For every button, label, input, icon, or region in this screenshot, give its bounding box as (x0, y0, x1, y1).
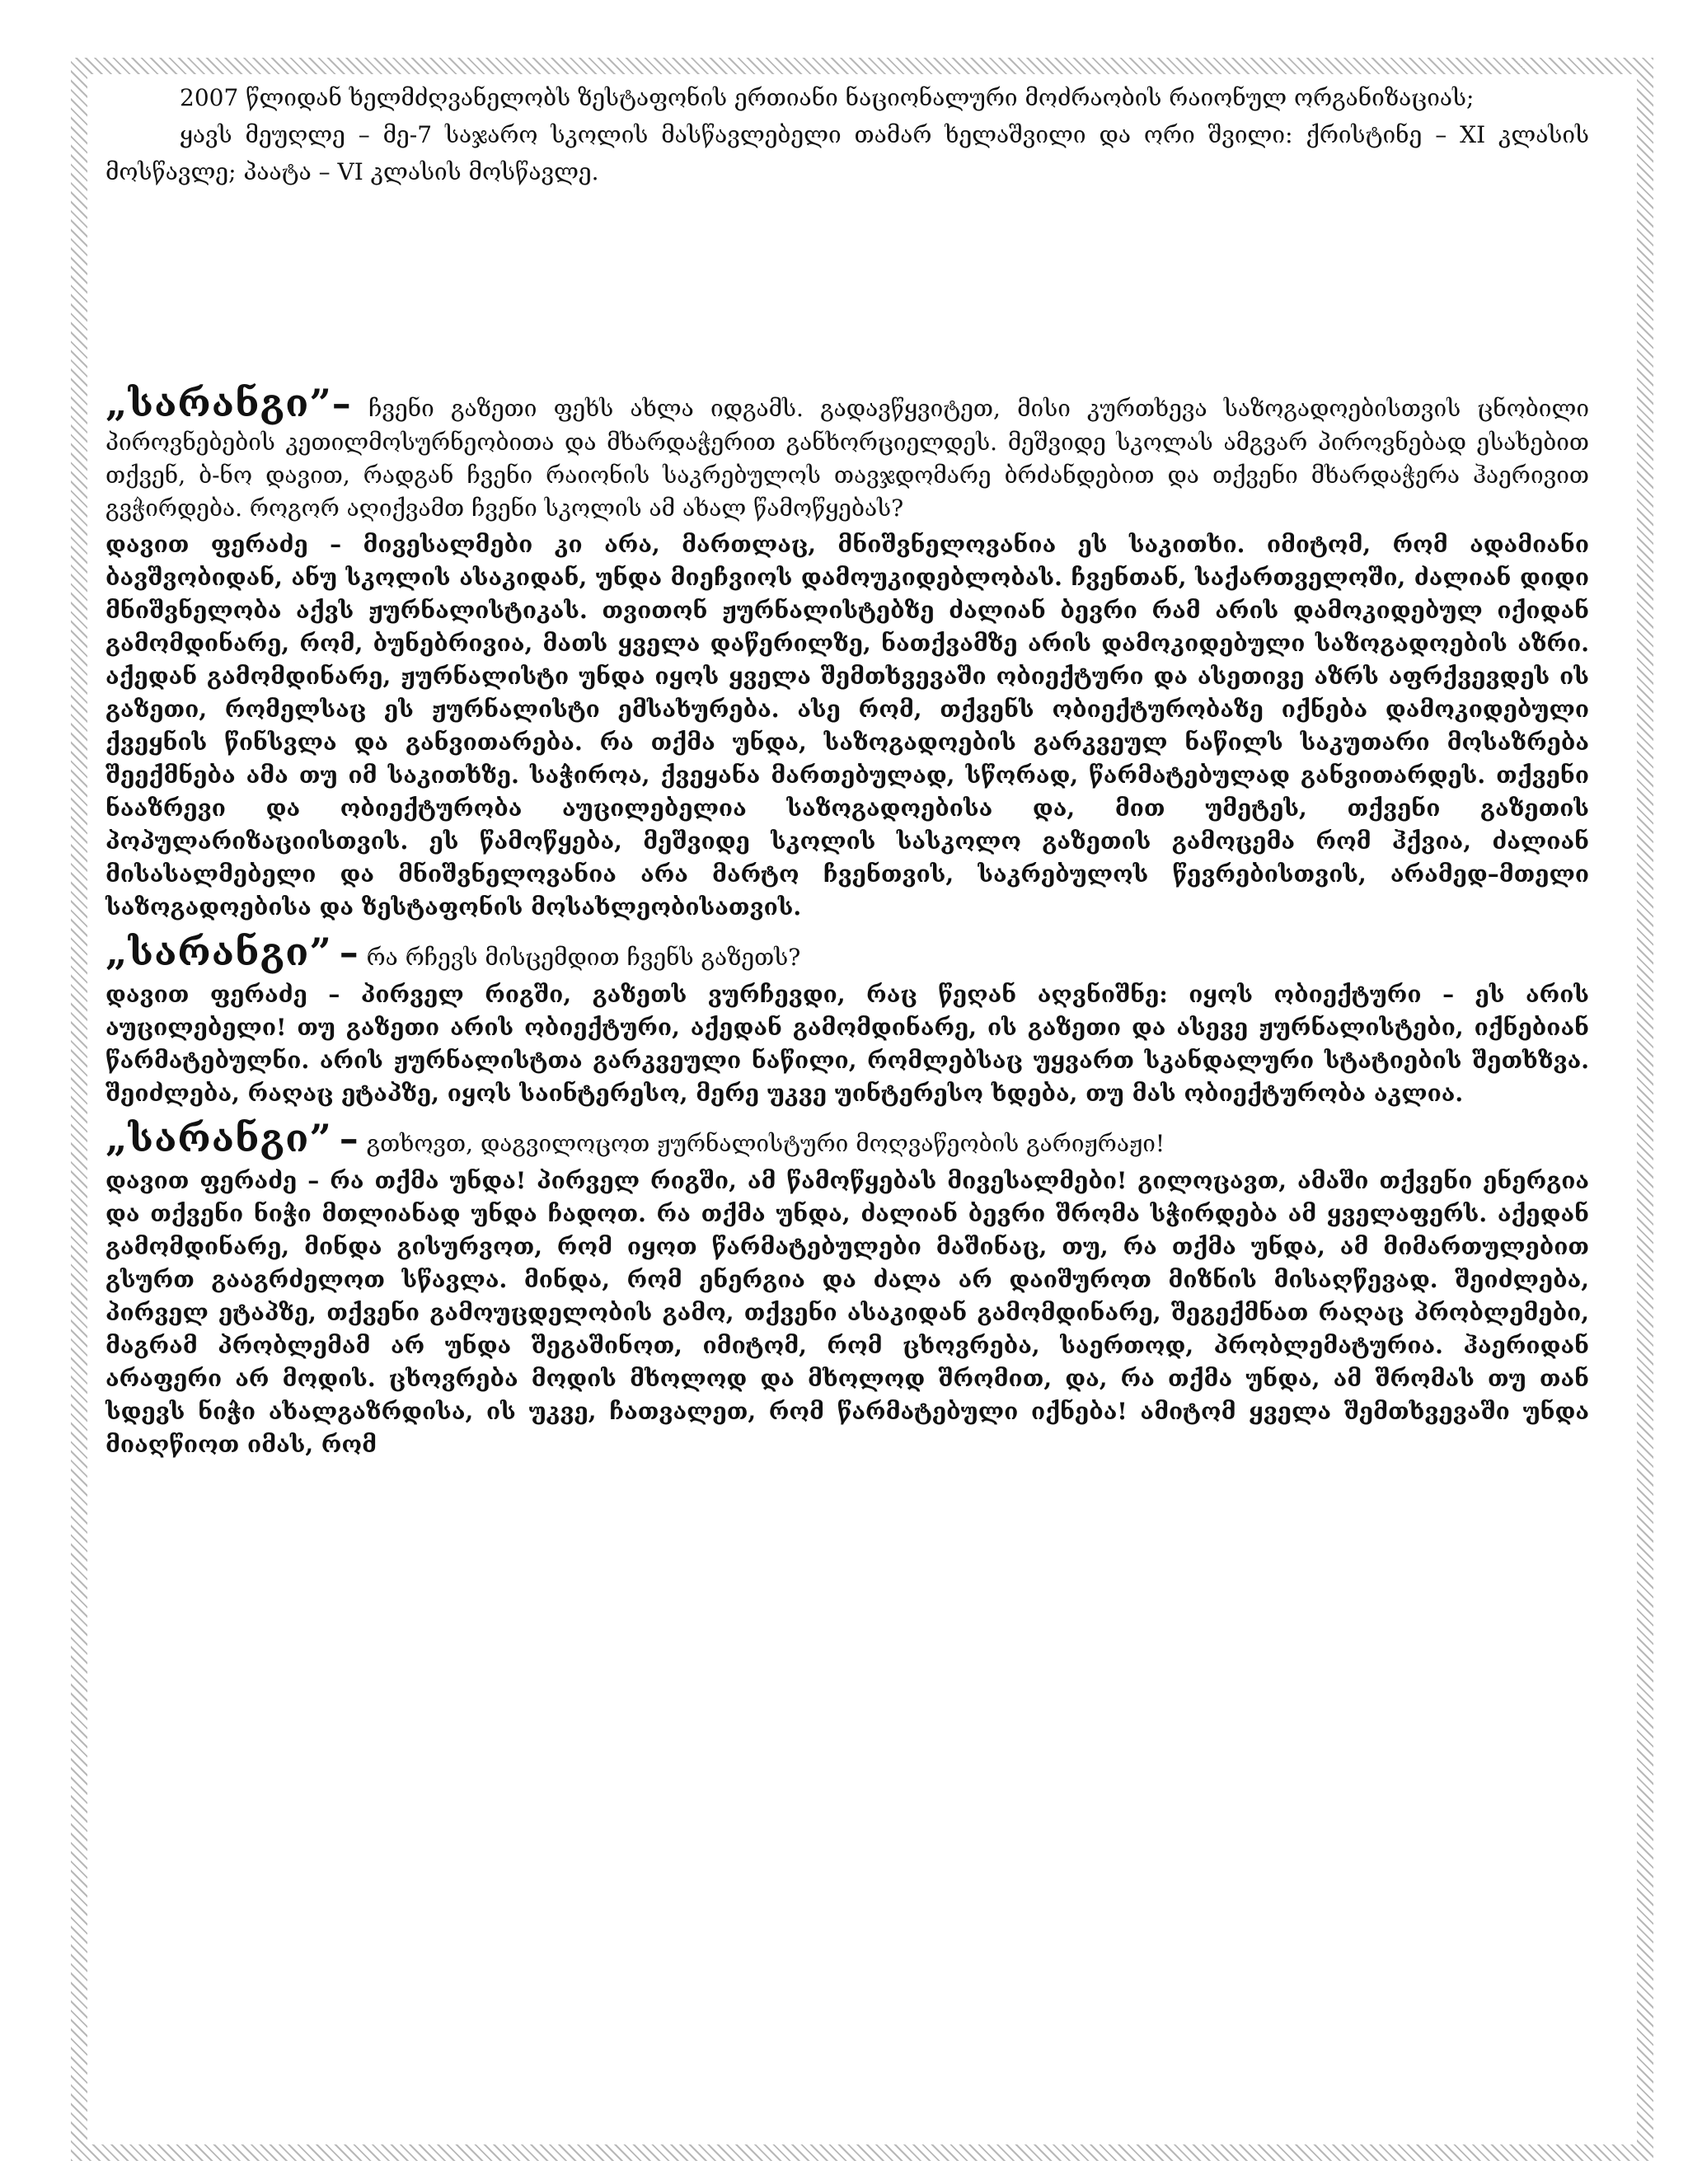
question-1 (106, 380, 1589, 525)
interviewee-label: დავით ფერაძე – (106, 1167, 320, 1194)
answer-2-text: პირველ რიგში, გაზეთს ვურჩევდი, რაც წეღან აღვნიშნე: იყოს ობიექტური – ეს არის აუცილებელი! თუ გაზეთი არის ობიექტური, აქედან გამომდინარე, ის გაზეთი და ასევე ჟურნალისტები, იქნებიან წარმატებულნი. არის ჟურნალისტთა გარკვეული ნაწილი, რომლებსაც უყვართ სკანდალური სტატიების შეთხზვა. შეიძლება, რაღაც ეტაპზე, იყოს საინტერესო, მერე უკვე უინტერესო ხდება, თუ მას ობიექტურობა აკლია. (106, 981, 1589, 1107)
answer-1-text: მივესალმები კი არა, მართლაც, მნიშვნელოვანია ეს საკითხი. იმიტომ, რომ ადამიანი ბავშვობიდან, ანუ სკოლის ასაკიდან, უნდა მიეჩვიოს დამოუკიდებლობას. ჩვენთან, საქართველოში, ძალიან დიდი მნიშვნელობა აქვს ჟურნალისტიკას. თვითონ ჟურნალისტებზე ძალიან ბევრი რამ არის დამოკიდებულ იქიდან გამომდინარე, რომ, ბუნებრივია, მათს ყველა დაწერილზე, ნათქვამზე არის დამოკიდებული საზოგადოების აზრი. აქედან გამომდინარე, ჟურნალისტი უნდა იყოს ყველა შემთხვევაში ობიექტური და ასეთივე აზრს აფრქვევდეს ის გაზეთი, რომელსაც ეს ჟურნალისტი ემსახურება. ასე რომ, თქვენს ობიექტურობაზე იქნება დამოკიდებული ქვეყნის წინსვლა და განვითარება. რა თქმა უნდა, საზოგადოების გარკვეულ ნაწილს საკუთარი მოსაზრება შეექმნება ამა თუ იმ საკითხზე. საჭიროა, ქვეყანა მართებულად, სწორად, წარმატებულად განვითარდეს. თქვენი ნააზრევი და ობიექტურობა აუცილებელია საზოგადოებისა და, მით უმეტეს, თქვენი გაზეთის პოპულარიზაციისთვის. ეს წამოწყება, მეშვიდე სკოლის სასკოლო გაზეთის გამოცემა რომ ჰქვია, ძალიან მისასალმებელი და მნიშვნელოვანია არა მარტო ჩვენთვის, საკრებულოს წევრებისთვის, არამედ–მთელი საზოგადოებისა და ზესტაფონის მოსახლეობისათვის. (106, 531, 1590, 921)
interviewer-label: „სარანგი” (106, 381, 332, 425)
question-3 (106, 1115, 1589, 1161)
interviewee-label: დავით ფერაძე – (106, 531, 342, 558)
question-1-text: ჩვენი გაზეთი ფეხს ახლა იდგამს. გადავწყვიტეთ, მისი კურთხევა საზოგადოებისთვის ცნობილი პიროვნებების კეთილმოსურნეობითა და მხარდაჭერით განხორციელდეს. მეშვიდე სკოლას ამგვარ პიროვნებად ესახებით თქვენ, ბ-ნო დავით, რადგან ჩვენი რაიონის საკრებულოს თავჯდომარე ბრძანდებით და თქვენი მხარდაჭერა ჰაერივით გვჭირდება. როგორ აღიქვამთ ჩვენი სკოლის ამ ახალ წამოწყებას? (106, 395, 1590, 522)
answer-3 (106, 1165, 1589, 1461)
spacer (106, 190, 1589, 380)
q3-dash: – (339, 1116, 359, 1160)
question-2 (106, 929, 1589, 975)
page-content (106, 79, 1589, 1461)
interviewer-label: „სარანგი” (106, 930, 332, 974)
answer-1 (106, 528, 1589, 924)
interviewer-label: „სარანგი” (106, 1116, 332, 1160)
question-3-text: გთხოვთ, დაგვილოცოთ ჟურნალისტური მოღვაწეობის გარიჟრაჟი! (366, 1130, 1165, 1157)
intro-paragraph-1: 2007 წლიდან ხელმძღვანელობს ზესტაფონის ერთიანი ნაციონალური მოძრაობის რაიონულ ორგანიზაციას; (180, 84, 1475, 111)
interviewee-label: დავით ფერაძე – (106, 981, 340, 1008)
question-2-text: რა რჩევს მისცემდით ჩვენს გაზეთს? (366, 944, 801, 971)
answer-2 (106, 978, 1589, 1110)
q2-dash: – (339, 930, 359, 974)
q1-dash: – (331, 381, 352, 425)
answer-3-text: რა თქმა უნდა! პირველ რიგში, ამ წამოწყებას მივესალმები! გილოცავთ, ამაში თქვენი ენერგია და თქვენი ნიჭი მთლიანად უნდა ჩადოთ. რა თქმა უნდა, ძალიან ბევრი შრომა სჭირდება ამ ყველაფერს. აქედან გამომდინარე, მინდა გისურვოთ, რომ იყოთ წარმატებულები მაშინაც, თუ, რა თქმა უნდა, ამ მიმართულებით გსურთ გააგრძელოთ სწავლა. მინდა, რომ ენერგია და ძალა არ დაიშუროთ მიზნის მისაღწევად. შეიძლება, პირველ ეტაპზე, თქვენი გამოუცდელობის გამო, თქვენი ასაკიდან გამომდინარე, შეგექმნათ რაღაც პრობლემები, მაგრამ პრობლემამ არ უნდა შეგაშინოთ, იმიტომ, რომ ცხოვრება, საერთოდ, პრობლემატურია. ჰაერიდან არაფერი არ მოდის. ცხოვრება მოდის მხოლოდ და მხოლოდ შრომით, და, რა თქმა უნდა, ამ შრომას თუ თან სდევს ნიჭი ახალგაზრდისა, ის უკვე, ჩათვალეთ, რომ წარმატებული იქნება! ამიტომ ყველა შემთხვევაში უნდა მიაღწიოთ იმას, რომ (106, 1167, 1590, 1458)
intro-paragraph-2: ყავს მეუღლე – მე-7 საჯარო სკოლის მასწავლებელი თამარ ხელაშვილი და ორი შვილი: ქრისტინე – XI კლასის მოსწავლე; პაატა – VI კლასის მოსწავლე. (106, 121, 1589, 185)
